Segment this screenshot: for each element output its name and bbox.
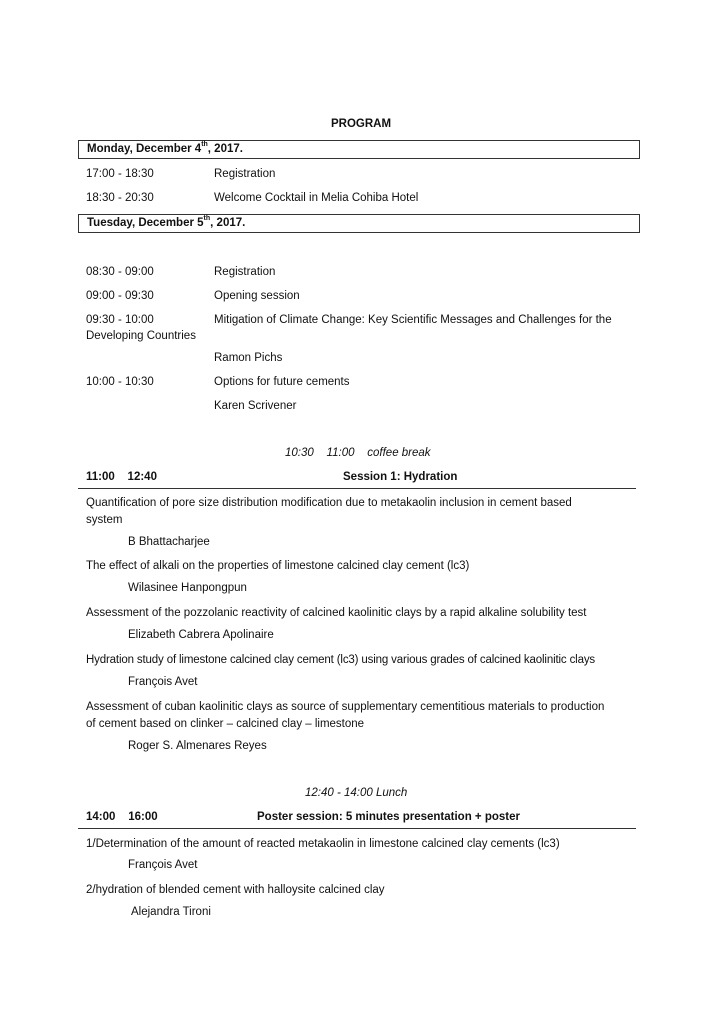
monday-header	[78, 140, 640, 159]
talk-author: Wilasinee Hanpongpun	[128, 582, 247, 594]
session-title: Session 1: Hydration	[343, 471, 458, 483]
talk-title	[86, 495, 634, 529]
talk-title: Assessment of the pozzolanic reactivity of calcined kaolinitic clays by a rapid alkaline solubility test	[86, 607, 587, 619]
talk-author: Alejandra Tironi	[131, 906, 211, 918]
lunch-break: 12:40 - 14:00 Lunch	[305, 787, 408, 799]
session-title: Poster session: 5 minutes presentation + poster	[257, 811, 520, 823]
talk-author: François Avet	[128, 676, 198, 688]
session-time: 11:00 12:40	[86, 471, 157, 483]
tuesday-header-year: , 2017.	[210, 217, 246, 229]
session-divider	[78, 488, 636, 489]
schedule-event: Mitigation of Climate Change: Key Scientific Messages and Challenges for the	[214, 314, 612, 326]
tuesday-header-sup: th	[203, 215, 211, 222]
monday-header-label: Monday, December 4	[87, 143, 202, 155]
schedule-time: 10:00 - 10:30	[86, 376, 154, 388]
session-divider	[78, 828, 636, 829]
schedule-time: 09:00 - 09:30	[86, 290, 154, 302]
schedule-event-continued: Developing Countries	[86, 330, 196, 342]
talk-title: Hydration study of limestone calcined clay cement (lc3) using various grades of calcined kaolinitic clays	[86, 654, 596, 666]
talk-author: B Bhattacharjee	[128, 536, 210, 548]
talk-title-line: of cement based on clinker – calcined clay – limestone	[86, 718, 365, 730]
monday-header-sup: th	[201, 141, 208, 148]
coffee-break: 10:30 11:00 coffee break	[285, 447, 431, 459]
talk-title: The effect of alkali on the properties of limestone calcined clay cement (lc3)	[86, 560, 470, 572]
talk-author: Roger S. Almenares Reyes	[128, 740, 267, 752]
talk-author: François Avet	[128, 859, 198, 871]
schedule-event: Registration	[214, 168, 276, 180]
speaker: Karen Scrivener	[214, 400, 297, 412]
tuesday-header	[78, 214, 640, 233]
talk-title: 1/Determination of the amount of reacted metakaolin in limestone calcined clay cements (lc3)	[86, 838, 560, 850]
schedule-time: 09:30 - 10:00	[86, 314, 154, 326]
monday-header-year: , 2017.	[207, 143, 243, 155]
session-time: 14:00 16:00	[86, 811, 158, 823]
talk-title	[86, 699, 634, 733]
schedule-time: 18:30 - 20:30	[86, 192, 154, 204]
schedule-time: 17:00 - 18:30	[86, 168, 154, 180]
talk-title-line: system	[86, 514, 123, 526]
schedule-event: Opening session	[214, 290, 300, 302]
tuesday-header-label: Tuesday, December 5	[87, 217, 204, 229]
talk-title-line: Assessment of cuban kaolinitic clays as source of supplementary cementitious materials to production	[86, 701, 605, 713]
schedule-event: Options for future cements	[214, 376, 350, 388]
talk-title: 2/hydration of blended cement with halloysite calcined clay	[86, 884, 385, 896]
talk-title-line: Quantification of pore size distribution modification due to metakaolin inclusion in cement based	[86, 497, 572, 509]
speaker: Ramon Pichs	[214, 352, 283, 364]
schedule-event: Registration	[214, 266, 276, 278]
schedule-event: Welcome Cocktail in Melia Cohiba Hotel	[214, 192, 419, 204]
page-title: PROGRAM	[331, 118, 392, 130]
talk-author: Elizabeth Cabrera Apolinaire	[128, 629, 274, 641]
schedule-time: 08:30 - 09:00	[86, 266, 154, 278]
